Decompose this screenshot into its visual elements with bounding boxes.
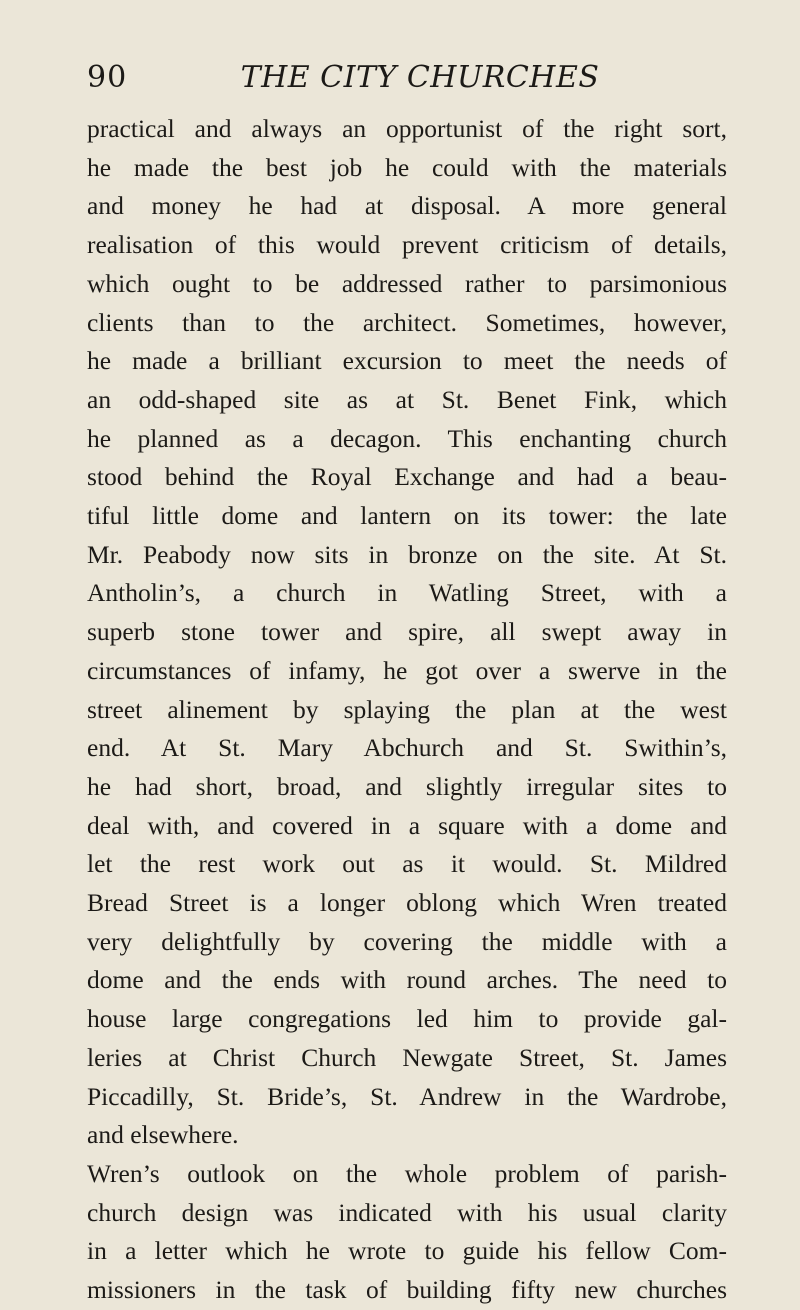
text-line: realisation of this would prevent criticism of details,: [87, 230, 727, 260]
text-line: tiful little dome and lantern on its tower: the late: [87, 501, 727, 531]
text-line: he made a brilliant excursion to meet the needs of: [87, 346, 727, 376]
running-head: [0, 52, 800, 112]
text-line: he planned as a decagon. This enchanting church: [87, 423, 727, 453]
text-line: end. At St. Mary Abchurch and St. Swithin’s,: [87, 733, 727, 763]
text-line: he had short, broad, and slightly irregular sites to: [87, 771, 727, 801]
text-line: house large congregations led him to provide gal-: [87, 1004, 727, 1034]
running-title: THE CITY CHURCHES: [240, 60, 600, 95]
text-line: which ought to be addressed rather to parsimonious: [87, 268, 727, 298]
text-line: Bread Street is a longer oblong which Wren treated: [87, 888, 727, 918]
body-text: [87, 110, 727, 1310]
text-line: let the rest work out as it would. St. Mildred: [87, 849, 727, 879]
text-line: circumstances of infamy, he got over a swerve in the: [87, 655, 727, 685]
text-line: practical and always an opportunist of the right sort,: [87, 114, 727, 143]
text-line: and elsewhere.: [87, 1120, 239, 1150]
text-line: an odd-shaped site as at St. Benet Fink, which: [87, 384, 727, 414]
text-line: Antholin’s, a church in Watling Street, with a: [87, 578, 727, 608]
text-line: Mr. Peabody now sits in bronze on the site. At St.: [87, 539, 727, 569]
text-line: dome and the ends with round arches. The need to: [87, 965, 727, 995]
text-line: deal with, and covered in a square with a dome and: [87, 810, 727, 840]
text-line: missioners in the task of building fifty new churches: [87, 1275, 727, 1305]
text-line: he made the best job he could with the materials: [87, 152, 727, 182]
text-line: street alinement by splaying the plan at the west: [87, 694, 727, 724]
text-line: Wren’s outlook on the whole problem of parish-: [87, 1158, 727, 1188]
text-line: stood behind the Royal Exchange and had a beau-: [87, 462, 727, 492]
text-line: very delightfully by covering the middle with a: [87, 926, 727, 956]
text-line: clients than to the architect. Sometimes, however,: [87, 307, 727, 337]
text-line: and money he had at disposal. A more general: [87, 191, 727, 221]
page-number: 90: [87, 60, 128, 95]
text-line: leries at Christ Church Newgate Street, St. James: [87, 1042, 727, 1072]
text-line: Piccadilly, St. Bride’s, St. Andrew in the Wardrobe,: [87, 1081, 727, 1111]
text-line: church design was indicated with his usual clarity: [87, 1197, 727, 1227]
text-line: in a letter which he wrote to guide his fellow Com-: [87, 1236, 727, 1266]
text-line: superb stone tower and spire, all swept away in: [87, 617, 727, 647]
